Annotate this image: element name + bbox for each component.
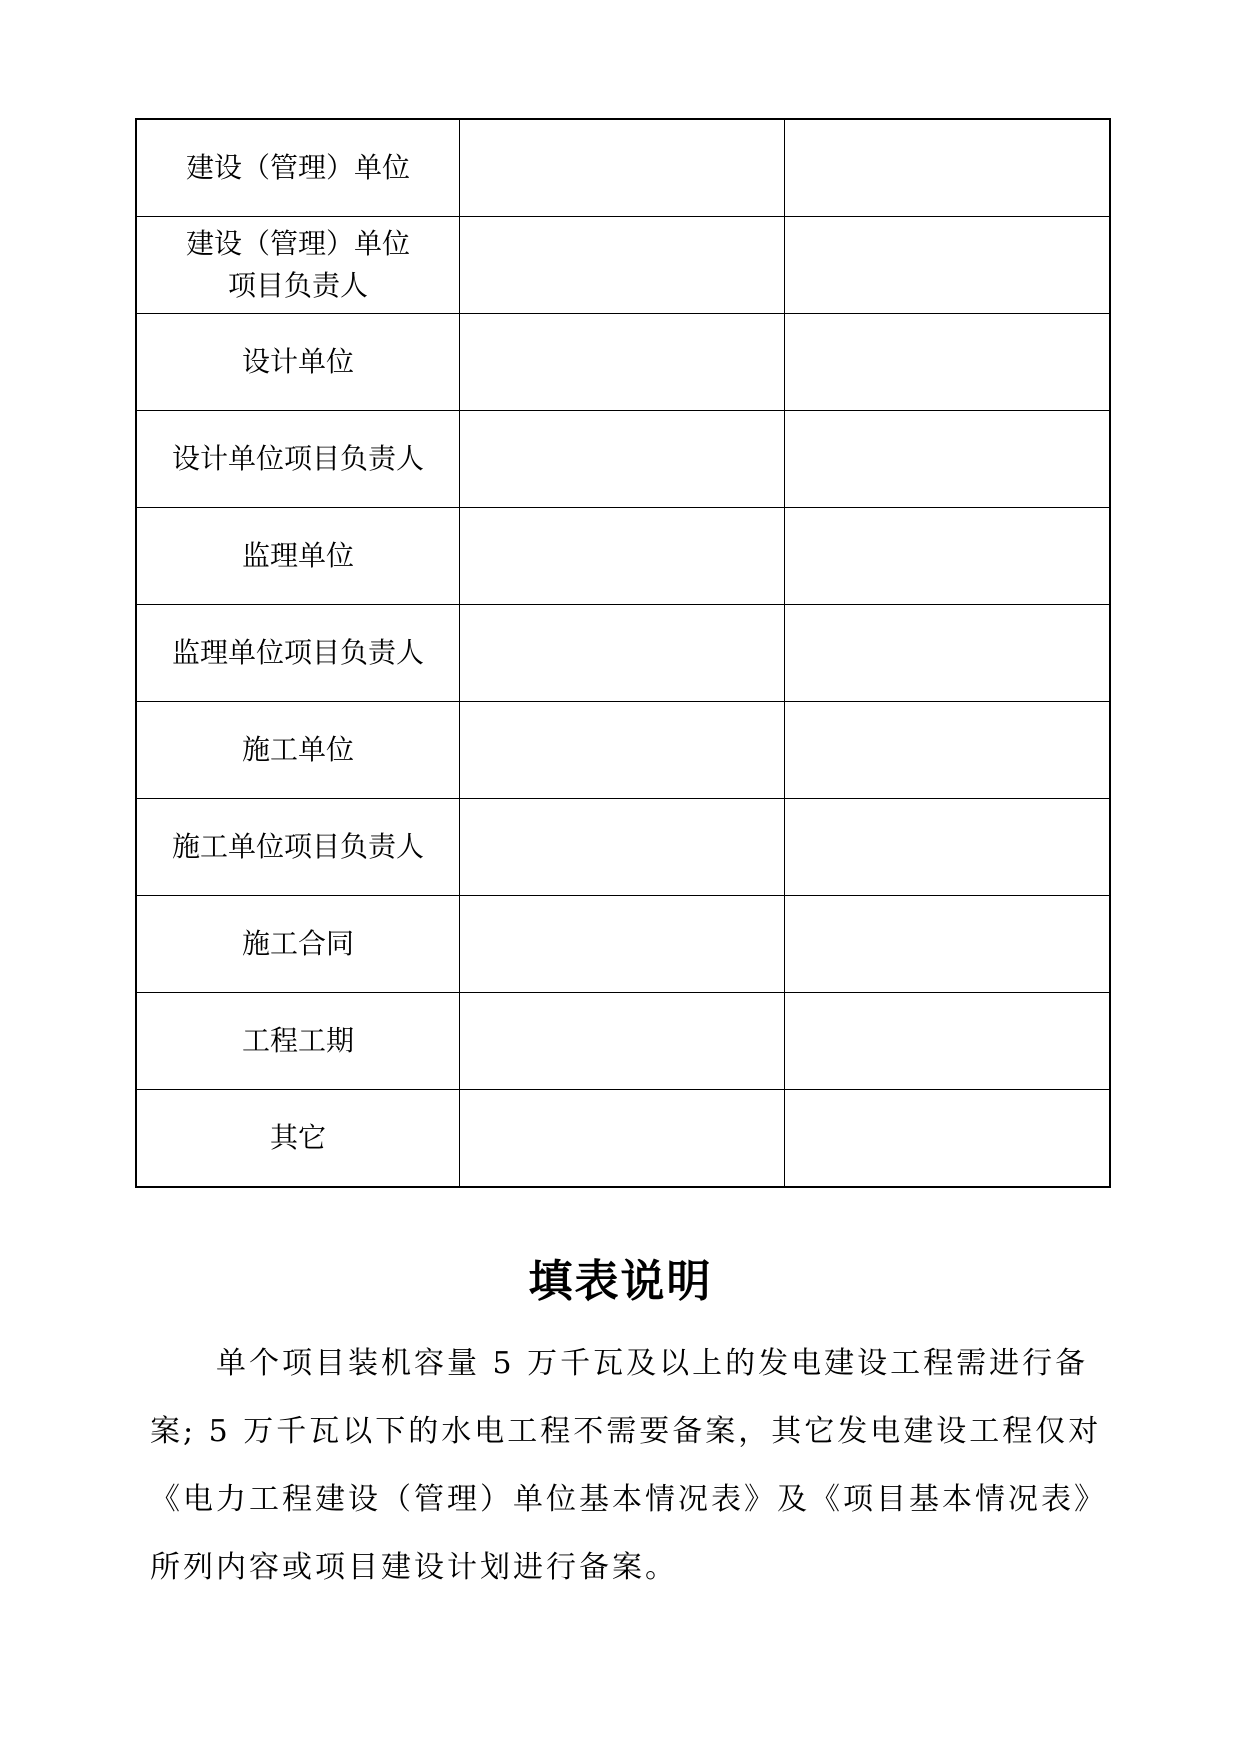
row-value-cell[interactable]: [785, 605, 1111, 702]
row-value-cell[interactable]: [460, 217, 785, 314]
table-row: [136, 411, 1110, 508]
instructions-line: 所列内容或项目建设计划进行备案。: [150, 1550, 678, 1585]
table-row: [136, 799, 1110, 896]
table-row: [136, 702, 1110, 799]
instructions-line: 案; 5 万千瓦以下的水电工程不需要备案，其它发电建设工程仅对: [150, 1414, 1102, 1449]
row-value-cell[interactable]: [460, 896, 785, 993]
row-value-cell[interactable]: [460, 605, 785, 702]
row-value-cell[interactable]: [785, 508, 1111, 605]
row-value-cell[interactable]: [460, 508, 785, 605]
table-row: [136, 508, 1110, 605]
row-value-cell[interactable]: [460, 411, 785, 508]
row-label-construction-contractor-manager: 施工单位项目负责人: [136, 799, 460, 896]
table-row: [136, 993, 1110, 1090]
table-row: [136, 1090, 1110, 1188]
row-value-cell[interactable]: [785, 411, 1111, 508]
row-value-cell[interactable]: [785, 314, 1111, 411]
label-line: 建设（管理）单位: [185, 227, 410, 260]
row-value-cell[interactable]: [785, 119, 1111, 217]
row-label-project-duration: 工程工期: [136, 993, 460, 1090]
table-row: [136, 119, 1110, 217]
row-value-cell[interactable]: [460, 1090, 785, 1188]
filing-form-table: [135, 118, 1111, 1188]
instructions-line: 《电力工程建设（管理）单位基本情况表》及《项目基本情况表》: [150, 1482, 1107, 1517]
row-value-cell[interactable]: [460, 702, 785, 799]
row-label-construction-contractor: 施工单位: [136, 702, 460, 799]
table-row: [136, 896, 1110, 993]
instructions-title: 填表说明: [528, 1256, 713, 1307]
row-value-cell[interactable]: [460, 799, 785, 896]
table-row: [136, 217, 1110, 314]
row-label-design-unit: 设计单位: [136, 314, 460, 411]
row-label-other: 其它: [136, 1090, 460, 1188]
row-value-cell[interactable]: [785, 896, 1111, 993]
row-label-construction-unit-manager: [136, 217, 460, 314]
row-label-construction-contract: 施工合同: [136, 896, 460, 993]
row-label-design-unit-manager: 设计单位项目负责人: [136, 411, 460, 508]
instructions-line: 单个项目装机容量 5 万千瓦及以上的发电建设工程需进行备: [216, 1346, 1089, 1381]
row-label-construction-unit: 建设（管理）单位: [136, 119, 460, 217]
row-value-cell[interactable]: [785, 993, 1111, 1090]
row-value-cell[interactable]: [785, 799, 1111, 896]
row-value-cell[interactable]: [785, 217, 1111, 314]
row-value-cell[interactable]: [785, 1090, 1111, 1188]
label-line: 项目负责人: [227, 269, 368, 302]
row-label-supervision-unit: 监理单位: [136, 508, 460, 605]
row-value-cell[interactable]: [785, 702, 1111, 799]
table-row: [136, 605, 1110, 702]
row-value-cell[interactable]: [460, 993, 785, 1090]
row-value-cell[interactable]: [460, 314, 785, 411]
row-value-cell[interactable]: [460, 119, 785, 217]
row-label-supervision-unit-manager: 监理单位项目负责人: [136, 605, 460, 702]
table-row: [136, 314, 1110, 411]
instructions-body: [150, 1330, 1107, 1602]
